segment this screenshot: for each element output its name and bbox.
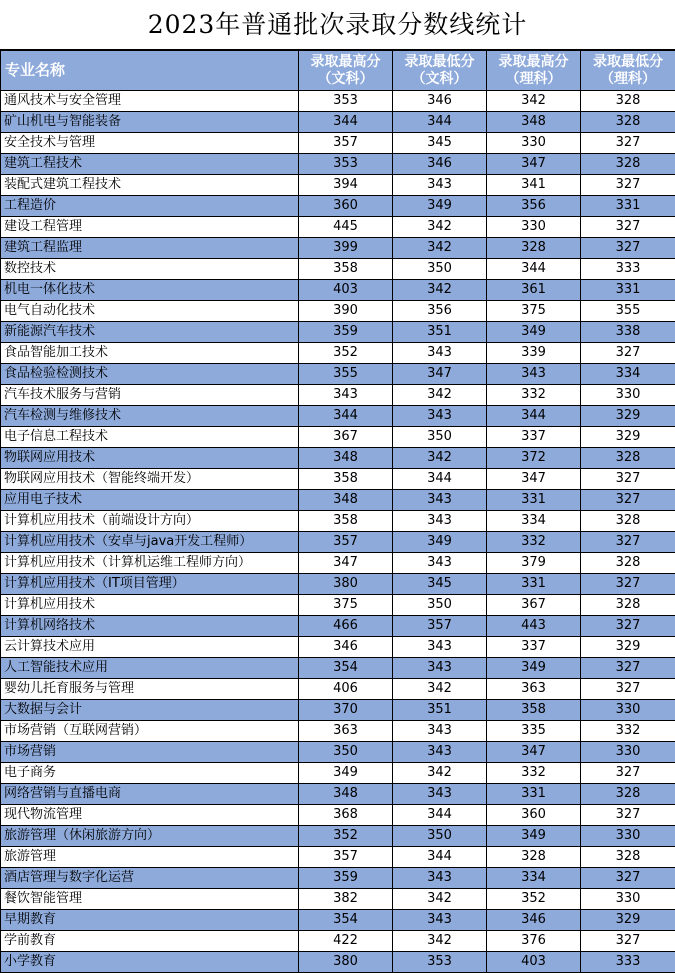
cell-major-name: 电子商务 — [1, 763, 299, 784]
table-row — [1, 154, 675, 175]
cell-science-min: 327 — [581, 763, 675, 784]
cell-arts-min: 342 — [393, 889, 487, 910]
table-row — [1, 343, 675, 364]
cell-arts-min: 343 — [393, 343, 487, 364]
cell-science-min: 327 — [581, 238, 675, 259]
cell-science-max: 331 — [487, 574, 581, 595]
cell-major-name: 云计算技术应用 — [1, 637, 299, 658]
cell-arts-min: 350 — [393, 826, 487, 847]
table-row — [1, 322, 675, 343]
cell-arts-min: 349 — [393, 196, 487, 217]
cell-arts-max: 347 — [299, 553, 393, 574]
cell-major-name: 食品检验检测技术 — [1, 364, 299, 385]
cell-arts-max: 370 — [299, 700, 393, 721]
cell-arts-max: 403 — [299, 280, 393, 301]
cell-arts-max: 466 — [299, 616, 393, 637]
cell-science-min: 327 — [581, 868, 675, 889]
cell-major-name: 矿山机电与智能装备 — [1, 112, 299, 133]
table-row — [1, 616, 675, 637]
cell-science-max: 332 — [487, 532, 581, 553]
cell-arts-min: 344 — [393, 805, 487, 826]
table-row — [1, 700, 675, 721]
cell-science-min: 327 — [581, 490, 675, 511]
cell-science-min: 333 — [581, 952, 675, 973]
cell-major-name: 网络营销与直播电商 — [1, 784, 299, 805]
cell-major-name: 计算机网络技术 — [1, 616, 299, 637]
cell-major-name: 食品智能加工技术 — [1, 343, 299, 364]
table-row — [1, 931, 675, 952]
cell-arts-max: 394 — [299, 175, 393, 196]
cell-science-min: 330 — [581, 385, 675, 406]
cell-science-max: 372 — [487, 448, 581, 469]
cell-arts-min: 350 — [393, 595, 487, 616]
cell-science-min: 328 — [581, 448, 675, 469]
cell-arts-max: 354 — [299, 658, 393, 679]
table-row — [1, 889, 675, 910]
cell-science-min: 328 — [581, 112, 675, 133]
cell-science-min: 327 — [581, 343, 675, 364]
cell-arts-min: 344 — [393, 847, 487, 868]
cell-science-max: 360 — [487, 805, 581, 826]
cell-science-max: 349 — [487, 658, 581, 679]
cell-science-min: 327 — [581, 217, 675, 238]
cell-arts-max: 360 — [299, 196, 393, 217]
table-row — [1, 133, 675, 154]
table-row — [1, 847, 675, 868]
cell-arts-max: 344 — [299, 406, 393, 427]
cell-arts-min: 349 — [393, 532, 487, 553]
table-row — [1, 826, 675, 847]
cell-arts-max: 406 — [299, 679, 393, 700]
cell-science-min: 328 — [581, 595, 675, 616]
cell-arts-min: 347 — [393, 364, 487, 385]
cell-arts-min: 342 — [393, 679, 487, 700]
cell-science-min: 328 — [581, 847, 675, 868]
cell-arts-min: 345 — [393, 133, 487, 154]
cell-arts-max: 348 — [299, 490, 393, 511]
cell-science-max: 328 — [487, 238, 581, 259]
cell-major-name: 计算机应用技术（安卓与java开发工程师） — [1, 532, 299, 553]
cell-science-max: 331 — [487, 490, 581, 511]
cell-science-max: 334 — [487, 868, 581, 889]
cell-arts-max: 358 — [299, 511, 393, 532]
cell-arts-max: 355 — [299, 364, 393, 385]
cell-science-max: 337 — [487, 427, 581, 448]
cell-arts-max: 357 — [299, 847, 393, 868]
table-row — [1, 952, 675, 973]
cell-major-name: 市场营销（互联网营销） — [1, 721, 299, 742]
table-row — [1, 742, 675, 763]
cell-arts-max: 343 — [299, 385, 393, 406]
cell-major-name: 婴幼儿托育服务与管理 — [1, 679, 299, 700]
cell-science-max: 337 — [487, 637, 581, 658]
cell-arts-min: 342 — [393, 280, 487, 301]
cell-arts-max: 363 — [299, 721, 393, 742]
table-row — [1, 721, 675, 742]
cell-major-name: 市场营销 — [1, 742, 299, 763]
cell-arts-max: 353 — [299, 154, 393, 175]
cell-science-min: 338 — [581, 322, 675, 343]
cell-major-name: 物联网应用技术 — [1, 448, 299, 469]
cell-arts-min: 346 — [393, 91, 487, 112]
table-row — [1, 469, 675, 490]
cell-arts-max: 445 — [299, 217, 393, 238]
table-row — [1, 385, 675, 406]
cell-science-min: 332 — [581, 721, 675, 742]
cell-arts-max: 358 — [299, 469, 393, 490]
cell-major-name: 人工智能技术应用 — [1, 658, 299, 679]
cell-science-max: 331 — [487, 784, 581, 805]
cell-arts-min: 342 — [393, 448, 487, 469]
page-title: 2023年普通批次录取分数线统计 — [0, 0, 675, 50]
cell-arts-max: 367 — [299, 427, 393, 448]
cell-arts-min: 342 — [393, 763, 487, 784]
cell-arts-min: 357 — [393, 616, 487, 637]
table-body — [1, 91, 675, 973]
cell-arts-max: 354 — [299, 910, 393, 931]
cell-major-name: 现代物流管理 — [1, 805, 299, 826]
cell-science-max: 348 — [487, 112, 581, 133]
cell-science-max: 342 — [487, 91, 581, 112]
cell-arts-min: 356 — [393, 301, 487, 322]
cell-science-max: 334 — [487, 511, 581, 532]
table-row — [1, 406, 675, 427]
cell-arts-min: 343 — [393, 658, 487, 679]
cell-major-name: 通风技术与安全管理 — [1, 91, 299, 112]
cell-major-name: 计算机应用技术（IT项目管理） — [1, 574, 299, 595]
cell-science-min: 329 — [581, 427, 675, 448]
cell-science-min: 329 — [581, 637, 675, 658]
cell-arts-min: 342 — [393, 217, 487, 238]
table-row — [1, 595, 675, 616]
cell-science-max: 403 — [487, 952, 581, 973]
cell-arts-min: 343 — [393, 910, 487, 931]
cell-science-min: 330 — [581, 889, 675, 910]
table-row — [1, 910, 675, 931]
table-row — [1, 763, 675, 784]
cell-science-min: 329 — [581, 406, 675, 427]
table-row — [1, 217, 675, 238]
cell-arts-max: 368 — [299, 805, 393, 826]
cell-arts-min: 343 — [393, 553, 487, 574]
cell-arts-max: 380 — [299, 952, 393, 973]
table-row — [1, 805, 675, 826]
table-row — [1, 553, 675, 574]
cell-major-name: 旅游管理（休闲旅游方向） — [1, 826, 299, 847]
cell-science-max: 358 — [487, 700, 581, 721]
cell-science-min: 327 — [581, 805, 675, 826]
cell-arts-max: 353 — [299, 91, 393, 112]
cell-major-name: 早期教育 — [1, 910, 299, 931]
cell-science-min: 327 — [581, 616, 675, 637]
header-science-min: 录取最低分 （理科） — [581, 51, 675, 91]
table-row — [1, 574, 675, 595]
table-row — [1, 280, 675, 301]
cell-major-name: 计算机应用技术（前端设计方向） — [1, 511, 299, 532]
cell-science-max: 379 — [487, 553, 581, 574]
cell-science-min: 328 — [581, 511, 675, 532]
cell-science-max: 330 — [487, 133, 581, 154]
table-row — [1, 196, 675, 217]
cell-science-max: 349 — [487, 322, 581, 343]
table-header — [1, 51, 675, 91]
cell-science-min: 329 — [581, 910, 675, 931]
cell-arts-max: 348 — [299, 784, 393, 805]
table-row — [1, 448, 675, 469]
cell-arts-max: 344 — [299, 112, 393, 133]
table-row — [1, 301, 675, 322]
cell-science-min: 327 — [581, 532, 675, 553]
cell-arts-max: 349 — [299, 763, 393, 784]
cell-arts-min: 353 — [393, 952, 487, 973]
cell-major-name: 电子信息工程技术 — [1, 427, 299, 448]
cell-major-name: 计算机应用技术（计算机运维工程师方向） — [1, 553, 299, 574]
cell-science-max: 347 — [487, 154, 581, 175]
cell-science-min: 327 — [581, 658, 675, 679]
cell-science-min: 330 — [581, 826, 675, 847]
cell-science-max: 349 — [487, 826, 581, 847]
cell-science-min: 334 — [581, 364, 675, 385]
header-row — [1, 51, 675, 91]
cell-science-max: 352 — [487, 889, 581, 910]
cell-arts-max: 359 — [299, 868, 393, 889]
cell-science-max: 376 — [487, 931, 581, 952]
cell-arts-min: 343 — [393, 175, 487, 196]
cell-science-max: 361 — [487, 280, 581, 301]
cell-science-max: 356 — [487, 196, 581, 217]
cell-arts-max: 350 — [299, 742, 393, 763]
cell-arts-min: 344 — [393, 112, 487, 133]
cell-arts-max: 358 — [299, 259, 393, 280]
cell-major-name: 大数据与会计 — [1, 700, 299, 721]
cell-major-name: 酒店管理与数字化运营 — [1, 868, 299, 889]
cell-arts-max: 422 — [299, 931, 393, 952]
cell-science-max: 328 — [487, 847, 581, 868]
cell-major-name: 计算机应用技术 — [1, 595, 299, 616]
score-table — [0, 50, 675, 973]
cell-arts-max: 375 — [299, 595, 393, 616]
table-row — [1, 364, 675, 385]
cell-arts-max: 357 — [299, 133, 393, 154]
cell-arts-min: 351 — [393, 322, 487, 343]
cell-arts-min: 343 — [393, 490, 487, 511]
cell-arts-min: 343 — [393, 406, 487, 427]
cell-science-min: 327 — [581, 133, 675, 154]
table-row — [1, 91, 675, 112]
cell-science-max: 330 — [487, 217, 581, 238]
cell-arts-max: 352 — [299, 826, 393, 847]
cell-science-max: 347 — [487, 469, 581, 490]
cell-arts-min: 350 — [393, 427, 487, 448]
cell-science-max: 332 — [487, 763, 581, 784]
cell-arts-min: 342 — [393, 931, 487, 952]
cell-science-max: 347 — [487, 742, 581, 763]
cell-arts-min: 346 — [393, 154, 487, 175]
cell-major-name: 电气自动化技术 — [1, 301, 299, 322]
cell-arts-min: 345 — [393, 574, 487, 595]
cell-science-min: 328 — [581, 91, 675, 112]
cell-science-max: 341 — [487, 175, 581, 196]
cell-major-name: 工程造价 — [1, 196, 299, 217]
cell-science-max: 375 — [487, 301, 581, 322]
cell-arts-min: 343 — [393, 742, 487, 763]
table-row — [1, 532, 675, 553]
cell-arts-max: 399 — [299, 238, 393, 259]
cell-science-min: 355 — [581, 301, 675, 322]
cell-major-name: 建设工程管理 — [1, 217, 299, 238]
cell-major-name: 安全技术与管理 — [1, 133, 299, 154]
cell-science-min: 327 — [581, 931, 675, 952]
cell-arts-min: 350 — [393, 259, 487, 280]
cell-science-max: 332 — [487, 385, 581, 406]
cell-major-name: 旅游管理 — [1, 847, 299, 868]
cell-science-max: 344 — [487, 406, 581, 427]
cell-science-min: 333 — [581, 259, 675, 280]
cell-major-name: 汽车技术服务与营销 — [1, 385, 299, 406]
cell-arts-min: 343 — [393, 784, 487, 805]
cell-science-min: 331 — [581, 196, 675, 217]
cell-science-max: 443 — [487, 616, 581, 637]
cell-science-min: 327 — [581, 574, 675, 595]
cell-arts-max: 348 — [299, 448, 393, 469]
header-science-max: 录取最高分 （理科） — [487, 51, 581, 91]
cell-arts-max: 352 — [299, 343, 393, 364]
cell-arts-max: 380 — [299, 574, 393, 595]
cell-arts-min: 351 — [393, 700, 487, 721]
cell-science-max: 339 — [487, 343, 581, 364]
cell-science-min: 328 — [581, 553, 675, 574]
cell-major-name: 装配式建筑工程技术 — [1, 175, 299, 196]
cell-major-name: 餐饮智能管理 — [1, 889, 299, 910]
cell-major-name: 物联网应用技术（智能终端开发） — [1, 469, 299, 490]
cell-arts-min: 343 — [393, 868, 487, 889]
cell-arts-max: 390 — [299, 301, 393, 322]
cell-major-name: 应用电子技术 — [1, 490, 299, 511]
cell-arts-min: 342 — [393, 238, 487, 259]
table-row — [1, 175, 675, 196]
table-row — [1, 112, 675, 133]
header-major-name: 专业名称 — [1, 51, 299, 91]
cell-arts-max: 382 — [299, 889, 393, 910]
cell-science-min: 330 — [581, 700, 675, 721]
cell-science-min: 327 — [581, 469, 675, 490]
cell-major-name: 汽车检测与维修技术 — [1, 406, 299, 427]
cell-science-max: 335 — [487, 721, 581, 742]
cell-science-max: 343 — [487, 364, 581, 385]
cell-arts-max: 359 — [299, 322, 393, 343]
cell-science-min: 330 — [581, 742, 675, 763]
cell-science-min: 328 — [581, 154, 675, 175]
cell-major-name: 建筑工程技术 — [1, 154, 299, 175]
cell-major-name: 学前教育 — [1, 931, 299, 952]
cell-science-min: 327 — [581, 679, 675, 700]
table-row — [1, 868, 675, 889]
table-row — [1, 490, 675, 511]
cell-science-max: 367 — [487, 595, 581, 616]
table-row — [1, 511, 675, 532]
table-row — [1, 238, 675, 259]
header-arts-max: 录取最高分 （文科） — [299, 51, 393, 91]
cell-science-max: 344 — [487, 259, 581, 280]
cell-science-min: 327 — [581, 175, 675, 196]
cell-science-min: 331 — [581, 280, 675, 301]
cell-major-name: 建筑工程监理 — [1, 238, 299, 259]
cell-science-min: 328 — [581, 784, 675, 805]
cell-arts-max: 357 — [299, 532, 393, 553]
table-row — [1, 784, 675, 805]
table-row — [1, 658, 675, 679]
cell-major-name: 数控技术 — [1, 259, 299, 280]
cell-arts-min: 343 — [393, 511, 487, 532]
cell-arts-max: 346 — [299, 637, 393, 658]
table-row — [1, 679, 675, 700]
cell-major-name: 新能源汽车技术 — [1, 322, 299, 343]
cell-arts-min: 343 — [393, 721, 487, 742]
table-row — [1, 427, 675, 448]
cell-arts-min: 343 — [393, 637, 487, 658]
cell-science-max: 346 — [487, 910, 581, 931]
cell-arts-min: 344 — [393, 469, 487, 490]
cell-major-name: 机电一体化技术 — [1, 280, 299, 301]
cell-major-name: 小学教育 — [1, 952, 299, 973]
cell-science-max: 363 — [487, 679, 581, 700]
table-row — [1, 259, 675, 280]
table-row — [1, 637, 675, 658]
cell-arts-min: 342 — [393, 385, 487, 406]
header-arts-min: 录取最低分 （文科） — [393, 51, 487, 91]
